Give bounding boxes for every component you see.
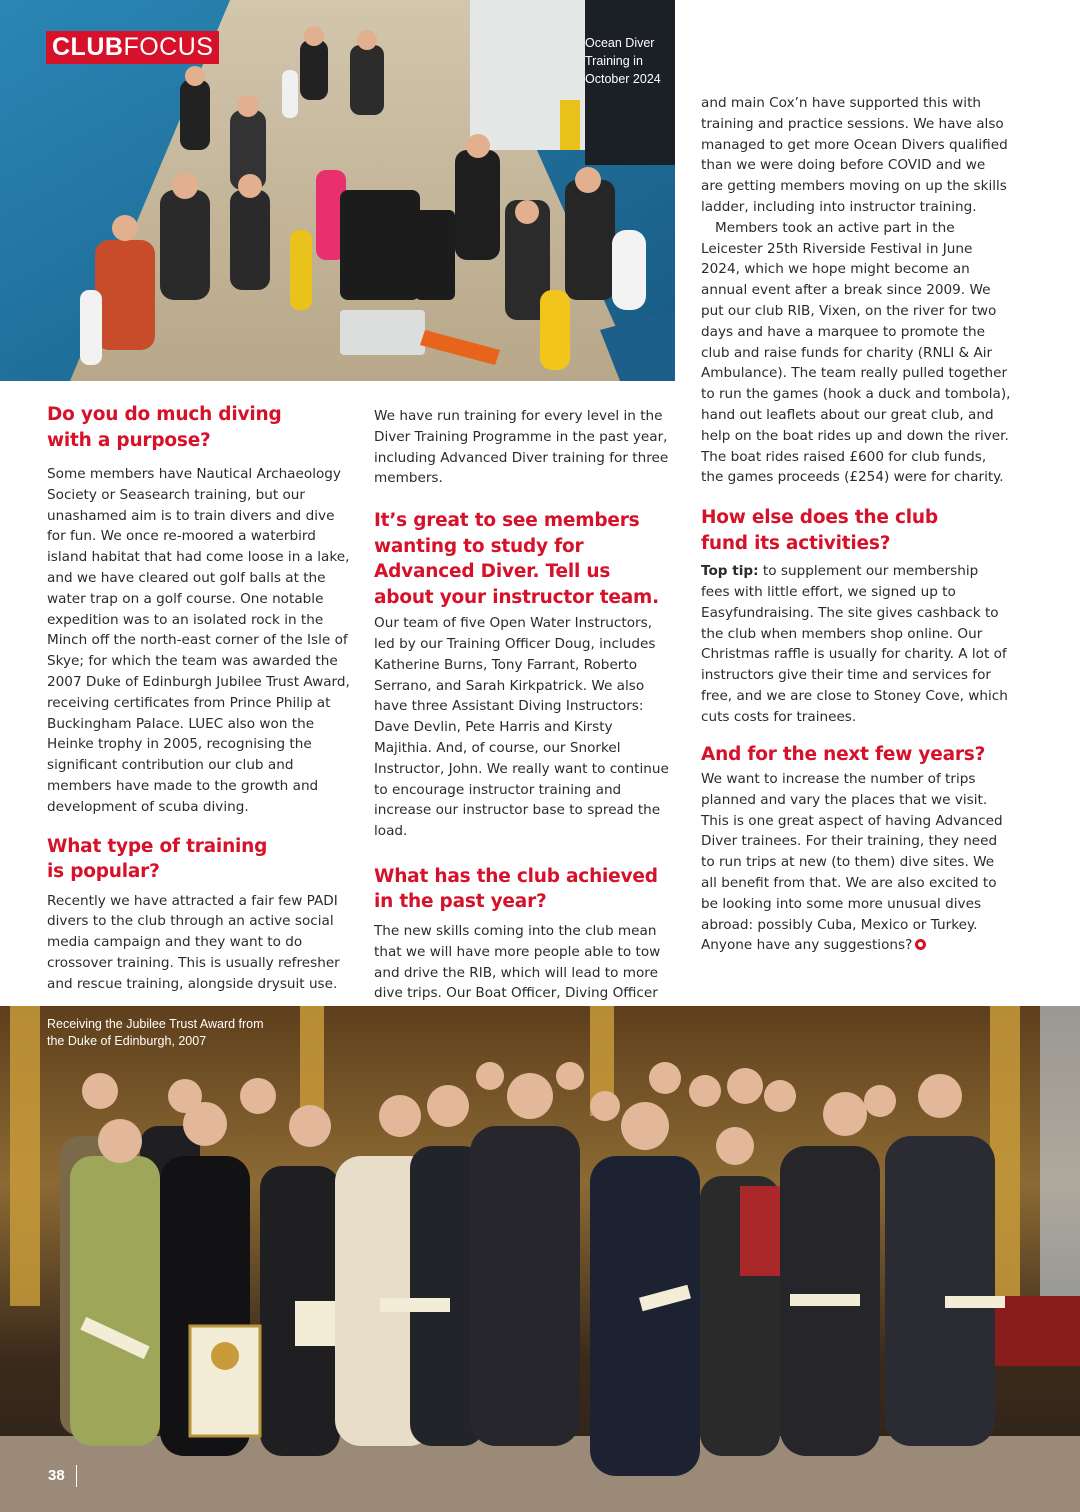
heading-instructor-team: It’s great to see members wanting to study for Advanced Diver. Tell us about your instructor team. — [374, 510, 659, 608]
middle-column — [374, 406, 674, 1004]
right-column — [701, 93, 1011, 956]
heading-next-years: And for the next few years? — [701, 743, 986, 765]
bottom-photo-caption: Receiving the Jubilee Trust Award from the Duke of Edinburgh, 2007 — [47, 1017, 264, 1048]
left-column — [47, 402, 355, 995]
paragraph-diving-purpose: Some members have Nautical Archaeology Society or Seasearch training, but our unashamed aim is to train divers and dive for fun. We once re-moored a waterbird island habitat that had come loose in a lake, and we have cleared out golf balls at the water trap on a golf course. One notable expedition was to an isolated rock in the Minch off the north-east corner of the Isle of Skye; for which the team was awarded the 2007 Duke of Edinburgh Jubilee Trust Award, receiving certificates from Prince Philip at Buckingham Palace. LUEC also won the Heinke trophy in 2005, recognising the significant contribution our club and members have made to the growth and development of scuba diving. — [47, 466, 350, 815]
badge-bold-text: CLUB — [52, 33, 124, 61]
paragraph-next-years — [701, 769, 1011, 956]
top-tip-text: to supplement our membership fees with little effort, we signed up to Easyfundraising. The site gives cashback to the club when members shop online. Our Christmas raffle is usually for charity. A lot of instructors give their time and services for free, and we are close to Stoney Cove, which cuts costs for trainees. — [701, 563, 1008, 725]
heading-club-achieved: What has the club achieved in the past year? — [374, 865, 658, 913]
paragraph-club-achieved: The new skills coming into the club mean that we will have more people able to tow and drive the RIB, which will lead to more dive trips. Our Boat Officer, Diving Officer — [374, 922, 661, 1002]
heading-fund-activities: How else does the club fund its activities? — [701, 507, 938, 554]
award-ceremony-illustration — [0, 1006, 1080, 1512]
heading-diving-purpose: Do you do much diving with a purpose? — [47, 404, 282, 451]
paragraph-fund-activities — [701, 561, 1011, 727]
top-photo-ocean-diver-training — [0, 0, 675, 381]
club-focus-badge — [46, 31, 219, 64]
next-years-text: We want to increase the number of trips planned and vary the places that we visit. This is one great aspect of having Advanced Diver trainees. For their training, they need to run trips at new (to them) dive sites. We all benefit from that. We are also excited to be looking into some more unusual dives abroad: possibly Cuba, Mexico or Turkey. Anyone have any suggestions? — [701, 771, 1003, 954]
top-photo-caption: Ocean Diver Training in October 2024 — [585, 36, 661, 86]
heading-training-popular: What type of training is popular? — [47, 835, 268, 883]
article-end-icon — [915, 939, 926, 950]
page-number-divider — [76, 1465, 77, 1487]
paragraph-training-popular: Recently we have attracted a fair few PADI divers to the club through an active social media campaign and they want to do crossover training. This is usually refresher and rescue training, alongside drysuit use. — [47, 892, 340, 992]
badge-light-text: FOCUS — [123, 33, 214, 61]
page-number: 38 — [48, 1467, 65, 1484]
top-tip-label: Top tip: — [701, 563, 759, 580]
paragraph-training-levels: We have run training for every level in the Diver Training Programme in the past year, including Advanced Diver training for three members. — [374, 408, 669, 487]
paragraph-instructor-team: Our team of five Open Water Instructors, led by our Training Officer Doug, includes Katherine Burns, Tony Farrant, Roberto Serrano, and Sarah Kirkpatrick. We also have three Assistant Diving Instructors: Dave Devlin, Pete Harris and Kirsty Majithia. And, of course, our Snorkel Instructor, John. We really want to continue to encourage instructor training and increase our instructor base to spread the load. — [374, 615, 669, 840]
bottom-photo-jubilee-award — [0, 1006, 1080, 1512]
paragraph-cox-support: and main Cox’n have supported this with training and practice sessions. We have also managed to get more Ocean Divers qualified than we were doing before COVID and we are getting members moving on up the skills ladder, including into instructor training. — [701, 95, 1008, 215]
paragraph-riverside-festival: Members took an active part in the Leicester 25th Riverside Festival in June 2024, which we hope might become an annual event after a break since 2009. We put our club RIB, Vixen, on the river for two days and have a marquee to promote the club and raise funds for charity (RNLI & Air Ambulance). The team really pulled together to run the games (hook a duck and tombola), hand out leaflets about our great club, and help on the boat rides up and down the river. The boat rides raised £600 for club funds, the games proceeds (£254) were for charity. — [701, 219, 1011, 486]
